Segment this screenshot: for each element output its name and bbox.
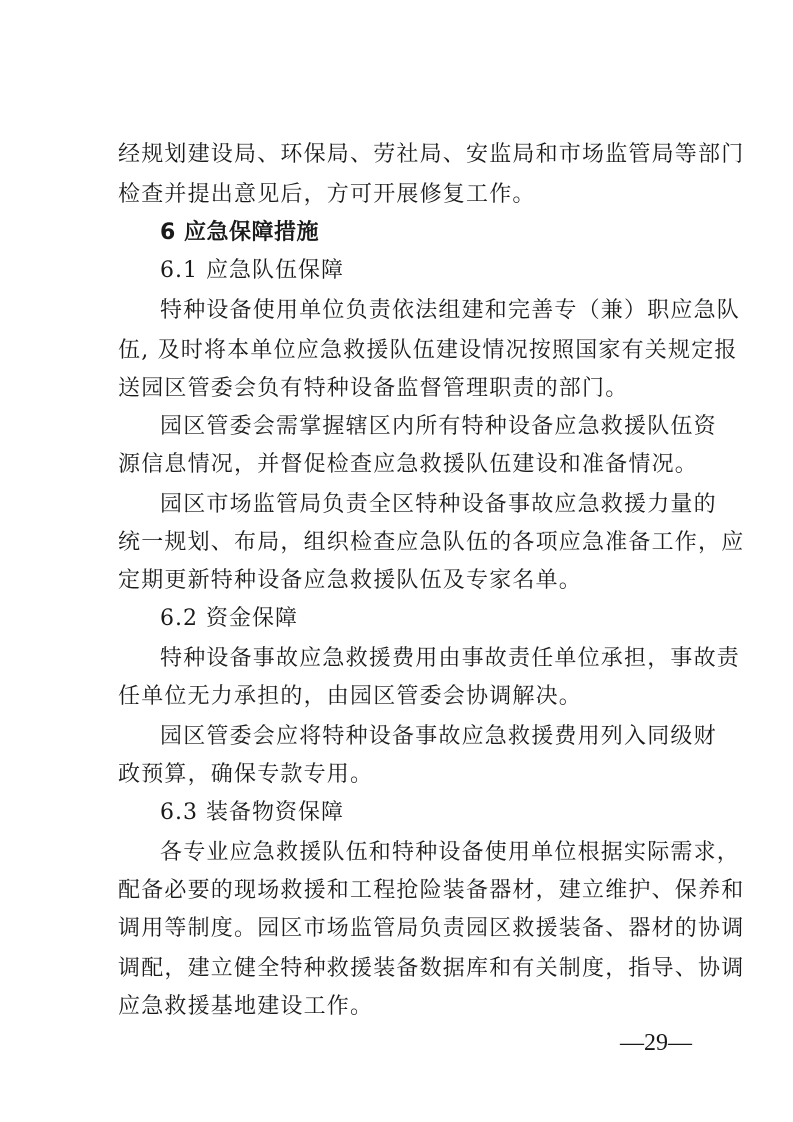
body-text-line: 特种设备事故应急救援费用由事故责任单位承担，事故责 xyxy=(160,646,741,671)
body-text-line: 配备必要的现场救援和工程抢险装备器材，建立维护、保养和 xyxy=(118,878,745,903)
section-heading-6: 6 应急保障措施 xyxy=(160,220,319,245)
page-number: —29— xyxy=(620,1030,692,1056)
body-text-line: 送园区管委会负有特种设备监督管理职责的部门。 xyxy=(118,376,629,401)
subsection-heading-6-2: 6.2 资金保障 xyxy=(160,606,298,631)
body-text-line: 源信息情况，并督促检查应急救援队伍建设和准备情况。 xyxy=(118,452,699,477)
body-text-line: 定期更新特种设备应急救援队伍及专家名单。 xyxy=(118,568,583,593)
body-text-line: 各专业应急救援队伍和特种设备使用单位根据实际需求， xyxy=(160,840,741,865)
body-text-line: 园区管委会需掌握辖区内所有特种设备应急救援队伍资 xyxy=(160,414,717,439)
body-text-line: 任单位无力承担的，由园区管委会协调解决。 xyxy=(118,684,583,709)
body-text-line: 政预算，确保专款专用。 xyxy=(118,762,374,787)
body-text-line: 园区市场监管局负责全区特种设备事故应急救援力量的 xyxy=(160,492,717,517)
body-text-line: 经规划建设局、环保局、劳社局、安监局和市场监管局等部门 xyxy=(118,142,745,167)
body-text-line: 特种设备使用单位负责依法组建和完善专（兼）职应急队 xyxy=(160,298,741,323)
body-text-line: 园区管委会应将特种设备事故应急救援费用列入同级财 xyxy=(160,724,717,749)
subsection-heading-6-1: 6.1 应急队伍保障 xyxy=(160,258,344,283)
body-text-line: 伍, 及时将本单位应急救援队伍建设情况按照国家有关规定报 xyxy=(118,338,738,363)
body-text-line: 调用等制度。园区市场监管局负责园区救援装备、器材的协调 xyxy=(118,916,745,941)
subsection-heading-6-3: 6.3 装备物资保障 xyxy=(160,800,344,825)
body-text-line: 检查并提出意见后，方可开展修复工作。 xyxy=(118,182,536,207)
body-text-line: 统一规划、布局，组织检查应急队伍的各项应急准备工作，应 xyxy=(118,530,745,555)
body-text-line: 应急救援基地建设工作。 xyxy=(118,994,374,1019)
body-text-line: 调配，建立健全特种救援装备数据库和有关制度，指导、协调 xyxy=(118,956,745,981)
